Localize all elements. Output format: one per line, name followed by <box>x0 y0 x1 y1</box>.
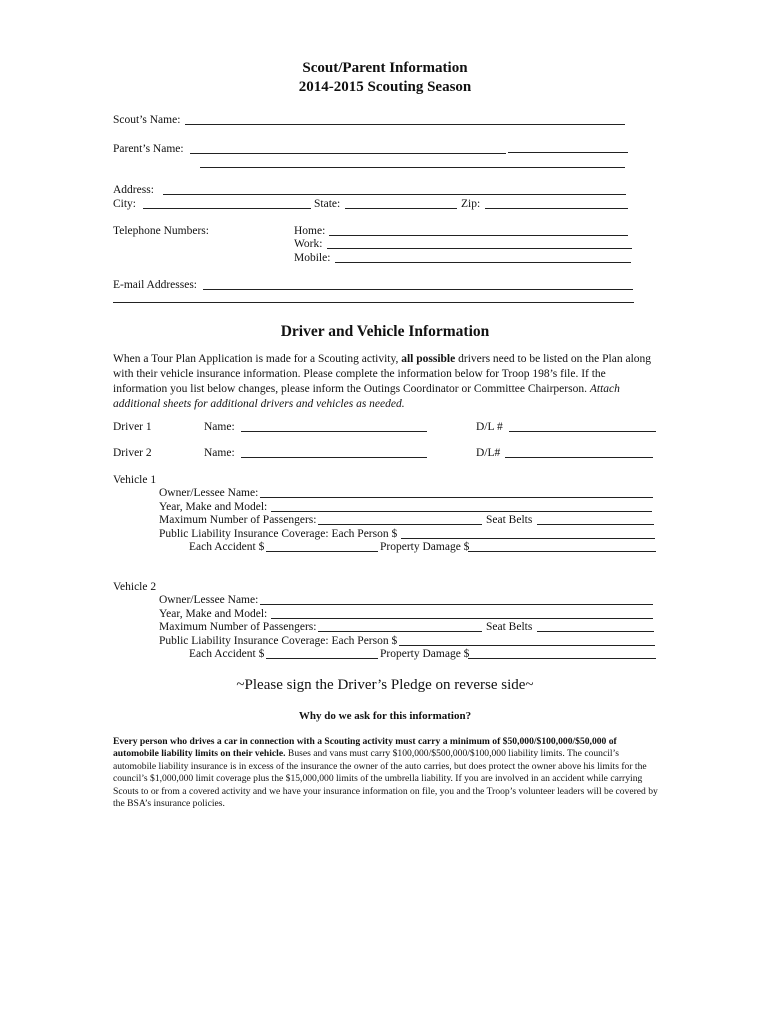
home-phone-field[interactable] <box>329 235 628 236</box>
why-heading: Why do we ask for this information? <box>298 710 472 722</box>
parent-name-field-extra[interactable] <box>200 167 625 168</box>
vehicle1-each-person-field[interactable] <box>401 538 655 539</box>
vehicle2-seat-belts-field[interactable] <box>537 631 654 632</box>
mobile-phone-label: Mobile: <box>294 252 331 264</box>
scout-name-label: Scout’s Name: <box>113 114 181 126</box>
vehicle2-liability-label: Public Liability Insurance Coverage: Each Person $ <box>159 635 398 647</box>
vehicle2-label: Vehicle 2 <box>113 581 157 593</box>
work-phone-label: Work: <box>294 238 323 250</box>
intro-text-italic: Attach additional sheets for additional drivers and vehicles as needed. <box>113 383 620 410</box>
home-phone-label: Home: <box>294 225 326 237</box>
form-subtitle: 2014-2015 Scouting Season <box>298 79 472 95</box>
zip-field[interactable] <box>485 208 628 209</box>
vehicle2-each-accident-field[interactable] <box>266 658 378 659</box>
address-label: Address: <box>113 184 154 196</box>
why-paragraph <box>113 736 658 810</box>
parent-name-field[interactable] <box>190 153 506 154</box>
driver1-name-label: Name: <box>204 421 235 433</box>
intro-text-bold: all possible <box>401 353 456 365</box>
driver1-name-field[interactable] <box>241 431 427 432</box>
drivers-pledge-notice: ~Please sign the Driver’s Pledge on reverse side~ <box>236 677 534 693</box>
driver2-dl-label: D/L# <box>476 447 501 459</box>
vehicle2-max-passengers-label: Maximum Number of Passengers: <box>159 621 317 633</box>
vehicle2-each-accident-label: Each Accident $ <box>189 648 265 660</box>
vehicle1-each-accident-field[interactable] <box>266 551 378 552</box>
why-text-bold: Every person who drives a car in connection with a Scouting activity must carry a minimum of $50,000/$100,000/$50,000 of automobile liability limits on their vehicle. <box>113 736 617 760</box>
telephone-label: Telephone Numbers: <box>113 225 209 237</box>
zip-label: Zip: <box>461 198 481 210</box>
why-text-rest: Buses and vans must carry $100,000/$500,000/$100,000 liability limits. The council’s automobile liability insurance is in excess of the insurance the owner of the auto carries, but does protect the owner above his limits for the council’s $1,000,000 limit coverage plus the $15,000,000 limits of the umbrella liability. If you are involved in an accident while carrying Scouts to or from a covered activity and we have your insurance information on file, you and the Troop’s volunteer leaders will be covered by the BSA’s insurance policies. <box>113 748 658 810</box>
driver2-label: Driver 2 <box>113 447 152 459</box>
driver2-name-label: Name: <box>204 447 235 459</box>
work-phone-field[interactable] <box>327 248 632 249</box>
address-field[interactable] <box>163 194 626 195</box>
vehicle2-owner-label: Owner/Lessee Name: <box>159 594 259 606</box>
parent-name-label: Parent’s Name: <box>113 143 184 155</box>
vehicle1-seat-belts-label: Seat Belts <box>486 514 533 526</box>
state-label: State: <box>314 198 341 210</box>
vehicle2-year-make-label: Year, Make and Model: <box>159 608 268 620</box>
vehicle2-each-person-field[interactable] <box>399 645 655 646</box>
driver-intro-paragraph <box>113 352 658 412</box>
vehicle1-liability-label: Public Liability Insurance Coverage: Each Person $ <box>159 528 398 540</box>
vehicle2-property-damage-field[interactable] <box>468 658 656 659</box>
vehicle2-owner-field[interactable] <box>260 604 653 605</box>
intro-text-1: When a Tour Plan Application is made for a Scouting activity, <box>113 353 402 365</box>
city-label: City: <box>113 198 137 210</box>
intro-text-2: drivers need to be listed on the Plan along with their vehicle insurance information. Please complete the information below for Troop 198’s file. If the information you list below changes, please inform the Outings Coordinator or Committee Chairperson. <box>113 353 652 395</box>
email-field-extra[interactable] <box>113 302 634 303</box>
vehicle1-owner-field[interactable] <box>260 497 653 498</box>
driver1-dl-label: D/L # <box>476 421 503 433</box>
driver2-dl-field[interactable] <box>505 457 653 458</box>
vehicle1-year-make-label: Year, Make and Model: <box>159 501 268 513</box>
scout-name-field[interactable] <box>185 124 625 125</box>
vehicle1-year-make-field[interactable] <box>271 511 652 512</box>
email-field[interactable] <box>203 289 633 290</box>
mobile-phone-field[interactable] <box>335 262 631 263</box>
vehicle1-max-passengers-label: Maximum Number of Passengers: <box>159 514 317 526</box>
vehicle2-property-damage-label: Property Damage $ <box>380 648 470 660</box>
driver1-label: Driver 1 <box>113 421 152 433</box>
vehicle2-seat-belts-label: Seat Belts <box>486 621 533 633</box>
vehicle1-owner-label: Owner/Lessee Name: <box>159 487 259 499</box>
email-label: E-mail Addresses: <box>113 279 197 291</box>
driver-section-heading: Driver and Vehicle Information <box>280 323 490 340</box>
state-field[interactable] <box>345 208 457 209</box>
vehicle1-property-damage-field[interactable] <box>468 551 656 552</box>
vehicle1-max-passengers-field[interactable] <box>318 524 482 525</box>
vehicle2-max-passengers-field[interactable] <box>318 631 482 632</box>
driver1-dl-field[interactable] <box>509 431 656 432</box>
vehicle1-seat-belts-field[interactable] <box>537 524 654 525</box>
form-title: Scout/Parent Information <box>302 60 468 76</box>
driver2-name-field[interactable] <box>241 457 427 458</box>
vehicle1-property-damage-label: Property Damage $ <box>380 541 470 553</box>
vehicle1-label: Vehicle 1 <box>113 474 157 486</box>
city-field[interactable] <box>143 208 311 209</box>
vehicle1-each-accident-label: Each Accident $ <box>189 541 265 553</box>
vehicle2-year-make-field[interactable] <box>271 618 653 619</box>
parent-name-field-2[interactable] <box>508 152 628 153</box>
